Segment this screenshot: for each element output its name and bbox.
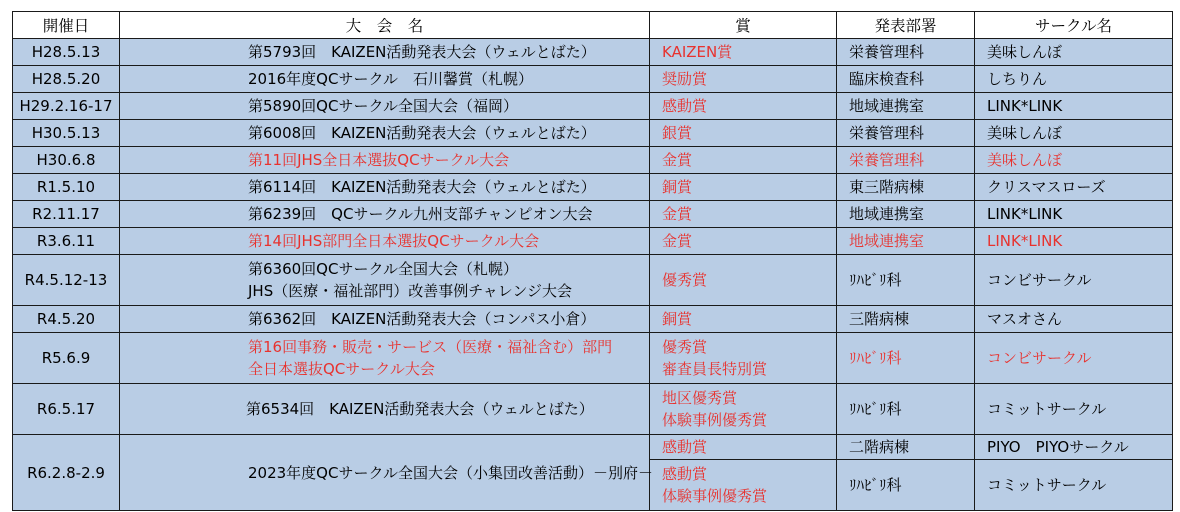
event-line: 第6360回QCサークル全国大会（札幌） [248, 260, 519, 278]
cell-award [650, 306, 837, 333]
cell-date: H28.5.20 [13, 66, 120, 93]
cell-date: R2.11.17 [13, 201, 120, 228]
cell-dept: 栄養管理科 [837, 120, 975, 147]
award-line: 銅賞 [662, 178, 693, 196]
event-line: 第6534回 KAIZEN活動発表大会（ウェルとばた） [246, 400, 594, 418]
cell-date: R1.5.10 [13, 174, 120, 201]
cell-circle: PIYO PIYOサークル [975, 435, 1173, 460]
table-row [13, 306, 1173, 333]
cell-event [120, 174, 650, 201]
award-line: 金賞 [662, 151, 693, 169]
cell-circle: 美味しんぼ [975, 147, 1173, 174]
cell-event [120, 228, 650, 255]
event-line: 第6362回 KAIZEN活動発表大会（コンパス小倉） [248, 310, 596, 328]
award-line: 感動賞 [662, 97, 708, 115]
cell-dept: ﾘﾊﾋﾞﾘ科 [837, 255, 975, 306]
event-line: 第16回事務・販売・サービス（医療・福祉含む）部門 [248, 338, 613, 356]
cell-award [650, 333, 837, 384]
table-body [13, 39, 1173, 511]
award-line: 体験事例優秀賞 [662, 487, 768, 505]
cell-dept: 臨床検査科 [837, 66, 975, 93]
cell-award [650, 93, 837, 120]
header-dept: 発表部署 [837, 12, 975, 39]
cell-date: R4.5.12-13 [13, 255, 120, 306]
cell-dept: 三階病棟 [837, 306, 975, 333]
award-line: 感動賞 [662, 438, 708, 456]
award-line: 体験事例優秀賞 [662, 411, 768, 429]
cell-dept: ﾘﾊﾋﾞﾘ科 [837, 384, 975, 435]
header-row [13, 12, 1173, 39]
award-line: 優秀賞 [662, 271, 708, 289]
table-row [13, 66, 1173, 93]
table-row [13, 435, 1173, 460]
award-line: 地区優秀賞 [662, 389, 738, 407]
cell-award [650, 66, 837, 93]
cell-circle: LINK*LINK [975, 93, 1173, 120]
award-line: 銅賞 [662, 310, 693, 328]
table-row [13, 120, 1173, 147]
cell-event [120, 39, 650, 66]
table-row [13, 93, 1173, 120]
cell-event [120, 333, 650, 384]
table-row [13, 255, 1173, 306]
cell-date: R5.6.9 [13, 333, 120, 384]
award-line: 感動賞 [662, 465, 708, 483]
cell-dept: 地域連携室 [837, 228, 975, 255]
cell-circle: コンビサークル [975, 255, 1173, 306]
event-line: 第6008回 KAIZEN活動発表大会（ウェルとばた） [248, 124, 596, 142]
event-line: 第6114回 KAIZEN活動発表大会（ウェルとばた） [248, 178, 596, 196]
event-line: 第14回JHS部門全日本選抜QCサークル大会 [248, 232, 540, 250]
event-line: 全日本選抜QCサークル大会 [248, 360, 435, 378]
header-circle: サークル名 [975, 12, 1173, 39]
cell-dept: 地域連携室 [837, 93, 975, 120]
cell-award [650, 147, 837, 174]
cell-date: R3.6.11 [13, 228, 120, 255]
event-line: 第5793回 KAIZEN活動発表大会（ウェルとばた） [248, 43, 596, 61]
cell-award [650, 228, 837, 255]
cell-event [120, 66, 650, 93]
cell-event [120, 93, 650, 120]
header-award: 賞 [650, 12, 837, 39]
cell-dept: 東三階病棟 [837, 174, 975, 201]
cell-date: R6.2.8-2.9 [13, 435, 120, 511]
cell-circle: 美味しんぼ [975, 39, 1173, 66]
cell-award [650, 255, 837, 306]
cell-award [650, 460, 837, 511]
table-row [13, 39, 1173, 66]
event-line: 2016年度QCサークル 石川馨賞（札幌） [248, 70, 534, 88]
cell-circle: LINK*LINK [975, 201, 1173, 228]
table-row [13, 147, 1173, 174]
cell-date: H30.5.13 [13, 120, 120, 147]
cell-circle: LINK*LINK [975, 228, 1173, 255]
cell-award [650, 174, 837, 201]
header-date: 開催日 [13, 12, 120, 39]
cell-circle: コンビサークル [975, 333, 1173, 384]
event-line: 第6239回 QCサークル九州支部チャンピオン大会 [248, 205, 593, 223]
cell-dept: ﾘﾊﾋﾞﾘ科 [837, 460, 975, 511]
cell-event: 2023年度QCサークル全国大会（小集団改善活動）－別府－ [120, 435, 650, 511]
cell-event [120, 306, 650, 333]
award-line: 審査員長特別賞 [662, 360, 768, 378]
award-line: 優秀賞 [662, 338, 708, 356]
cell-event [120, 201, 650, 228]
cell-circle: マスオさん [975, 306, 1173, 333]
cell-dept: 二階病棟 [837, 435, 975, 460]
cell-award [650, 384, 837, 435]
cell-date: H30.6.8 [13, 147, 120, 174]
table-row [13, 384, 1173, 435]
cell-dept: 地域連携室 [837, 201, 975, 228]
event-line: 第11回JHS全日本選抜QCサークル大会 [248, 151, 510, 169]
cell-event [120, 147, 650, 174]
award-line: KAIZEN賞 [662, 43, 733, 61]
cell-date: R4.5.20 [13, 306, 120, 333]
cell-date: H29.2.16-17 [13, 93, 120, 120]
cell-award [650, 201, 837, 228]
cell-circle: クリスマスローズ [975, 174, 1173, 201]
award-line: 金賞 [662, 205, 693, 223]
cell-circle: しちりん [975, 66, 1173, 93]
cell-dept: 栄養管理科 [837, 147, 975, 174]
award-line: 銀賞 [662, 124, 693, 142]
table-row [13, 174, 1173, 201]
cell-dept: 栄養管理科 [837, 39, 975, 66]
cell-event [120, 384, 650, 435]
cell-award [650, 39, 837, 66]
cell-circle: コミットサークル [975, 384, 1173, 435]
award-line: 金賞 [662, 232, 693, 250]
cell-date: H28.5.13 [13, 39, 120, 66]
cell-dept: ﾘﾊﾋﾞﾘ科 [837, 333, 975, 384]
table-row [13, 201, 1173, 228]
cell-circle: 美味しんぼ [975, 120, 1173, 147]
cell-event [120, 120, 650, 147]
cell-award [650, 120, 837, 147]
award-line: 奨励賞 [662, 70, 708, 88]
header-event: 大 会 名 [120, 12, 650, 39]
awards-table [12, 11, 1173, 511]
table-row [13, 228, 1173, 255]
cell-award [650, 435, 837, 460]
event-line: JHS（医療・福祉部門）改善事例チャレンジ大会 [248, 282, 573, 300]
event-line: 第5890回QCサークル全国大会（福岡） [248, 97, 519, 115]
table-row [13, 333, 1173, 384]
cell-circle: コミットサークル [975, 460, 1173, 511]
cell-date: R6.5.17 [13, 384, 120, 435]
cell-event [120, 255, 650, 306]
